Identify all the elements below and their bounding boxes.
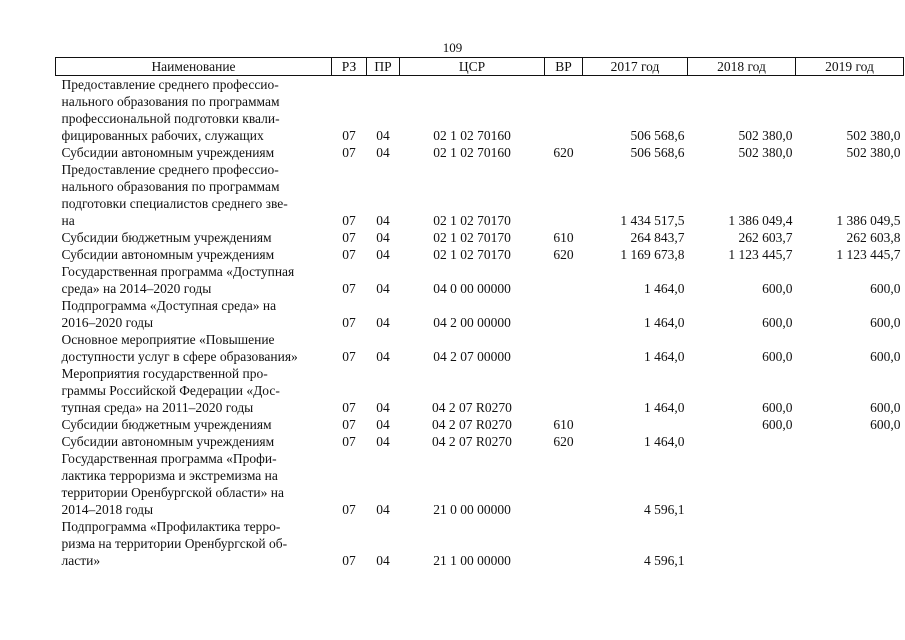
table-row <box>56 365 904 416</box>
cell-csr: 04 2 00 00000 <box>433 315 511 330</box>
cell-vr <box>545 161 583 229</box>
cell-pr: 04 <box>376 145 390 160</box>
cell-csr: 04 2 07 R0270 <box>432 417 512 432</box>
table-row <box>56 416 904 433</box>
cell-2017: 1 434 517,5 <box>620 213 685 228</box>
cell-vr: 620 <box>553 145 574 160</box>
cell-2019 <box>796 450 904 518</box>
cell-2019: 262 603,8 <box>846 230 901 245</box>
cell-name-line: Субсидии автономным учреждениям <box>61 247 275 262</box>
header-pr: ПР <box>367 58 400 76</box>
cell-name-line: профессиональной подготовки квали- <box>61 111 280 126</box>
cell-csr: 02 1 02 70170 <box>433 213 511 228</box>
cell-2018: 600,0 <box>762 400 793 415</box>
cell-csr: 04 2 07 R0270 <box>432 400 512 415</box>
cell-vr <box>545 365 583 416</box>
cell-pr: 04 <box>376 400 390 415</box>
cell-name-line: подготовки специалистов среднего зве- <box>61 196 288 211</box>
cell-pr: 04 <box>376 213 390 228</box>
cell-csr: 02 1 02 70170 <box>433 230 511 245</box>
cell-rz: 07 <box>342 145 356 160</box>
cell-name <box>56 144 332 161</box>
cell-vr: 620 <box>553 247 574 262</box>
cell-vr <box>545 518 583 569</box>
cell-rz: 07 <box>342 417 356 432</box>
cell-2017 <box>583 416 688 433</box>
cell-name-line: Субсидии автономным учреждениям <box>61 434 275 449</box>
cell-pr: 04 <box>376 553 390 568</box>
cell-2018 <box>688 450 796 518</box>
cell-2018: 502 380,0 <box>738 128 793 143</box>
header-rz: РЗ <box>332 58 367 76</box>
cell-2019: 1 386 049,5 <box>836 213 901 228</box>
cell-name <box>56 331 332 365</box>
cell-name-line: среда» на 2014–2020 годы <box>61 281 212 296</box>
cell-2018: 1 386 049,4 <box>728 213 793 228</box>
cell-2017: 506 568,6 <box>630 128 685 143</box>
cell-2018: 600,0 <box>762 349 793 364</box>
table-row <box>56 450 904 518</box>
cell-2019: 502 380,0 <box>846 128 901 143</box>
cell-2019: 502 380,0 <box>846 145 901 160</box>
cell-name <box>56 246 332 263</box>
cell-rz: 07 <box>342 281 356 296</box>
cell-2019: 1 123 445,7 <box>836 247 901 262</box>
cell-vr <box>545 450 583 518</box>
cell-name-line: лактика терроризма и экстремизма на <box>61 468 278 483</box>
cell-name-line: ласти» <box>61 553 101 568</box>
header-vr: ВР <box>545 58 583 76</box>
table-row <box>56 518 904 569</box>
cell-2019 <box>796 433 904 450</box>
cell-name-line: ризма на территории Оренбургской об- <box>61 536 288 551</box>
table-body <box>56 76 904 570</box>
cell-2019: 600,0 <box>870 315 901 330</box>
cell-name-line: нального образования по программам <box>61 94 280 109</box>
cell-name-line: Предоставление среднего профессио- <box>61 77 279 92</box>
cell-2017: 1 464,0 <box>644 349 685 364</box>
cell-2017: 264 843,7 <box>630 230 685 245</box>
table-row <box>56 161 904 229</box>
cell-name-line: Субсидии бюджетным учреждениям <box>61 230 272 245</box>
cell-rz: 07 <box>342 502 356 517</box>
cell-name <box>56 518 332 569</box>
cell-rz: 07 <box>342 315 356 330</box>
header-2019: 2019 год <box>796 58 904 76</box>
cell-2019 <box>796 518 904 569</box>
cell-name-line: граммы Российской Федерации «Дос- <box>61 383 280 398</box>
cell-2017: 1 464,0 <box>644 315 685 330</box>
cell-name-line: Подпрограмма «Доступная среда» на <box>61 298 277 313</box>
cell-vr <box>545 263 583 297</box>
cell-name-line: Подпрограмма «Профилактика терро- <box>61 519 281 534</box>
cell-rz: 07 <box>342 247 356 262</box>
cell-name-line: Субсидии бюджетным учреждениям <box>61 417 272 432</box>
cell-name-line: Мероприятия государственной про- <box>61 366 268 381</box>
cell-csr: 02 1 02 70170 <box>433 247 511 262</box>
cell-name <box>56 365 332 416</box>
header-csr: ЦСР <box>400 58 545 76</box>
cell-name-line: Государственная программа «Профи- <box>61 451 277 466</box>
cell-vr <box>545 331 583 365</box>
cell-csr: 04 2 07 00000 <box>433 349 511 364</box>
table-row <box>56 433 904 450</box>
cell-vr: 620 <box>553 434 574 449</box>
cell-csr: 04 0 00 00000 <box>433 281 511 296</box>
cell-2019: 600,0 <box>870 349 901 364</box>
cell-csr: 02 1 02 70160 <box>433 145 511 160</box>
cell-2017: 1 464,0 <box>644 400 685 415</box>
cell-name <box>56 263 332 297</box>
cell-2018: 600,0 <box>762 281 793 296</box>
cell-vr: 610 <box>553 417 574 432</box>
cell-2017: 4 596,1 <box>644 553 685 568</box>
cell-vr <box>545 76 583 145</box>
cell-2017: 506 568,6 <box>630 145 685 160</box>
cell-name <box>56 450 332 518</box>
cell-name <box>56 416 332 433</box>
cell-2018: 600,0 <box>762 315 793 330</box>
cell-2017: 1 169 673,8 <box>620 247 685 262</box>
cell-2018 <box>688 433 796 450</box>
cell-2019: 600,0 <box>870 400 901 415</box>
cell-name-line: фицированных рабочих, служащих <box>61 128 264 143</box>
cell-name-line: тупная среда» на 2011–2020 годы <box>61 400 254 415</box>
cell-name-line: Основное мероприятие «Повышение <box>61 332 275 347</box>
table-row <box>56 263 904 297</box>
cell-csr: 21 0 00 00000 <box>433 502 511 517</box>
cell-name <box>56 76 332 145</box>
cell-rz: 07 <box>342 349 356 364</box>
cell-rz: 07 <box>342 400 356 415</box>
cell-csr: 02 1 02 70160 <box>433 128 511 143</box>
cell-name <box>56 433 332 450</box>
cell-rz: 07 <box>342 213 356 228</box>
header-2018: 2018 год <box>688 58 796 76</box>
cell-name-line: территории Оренбургской области» на <box>61 485 284 500</box>
cell-vr <box>545 297 583 331</box>
cell-pr: 04 <box>376 349 390 364</box>
cell-pr: 04 <box>376 434 390 449</box>
cell-pr: 04 <box>376 417 390 432</box>
table-row <box>56 229 904 246</box>
cell-name-line: Субсидии автономным учреждениям <box>61 145 275 160</box>
table-row <box>56 144 904 161</box>
header-2017: 2017 год <box>583 58 688 76</box>
cell-name-line: Государственная программа «Доступная <box>61 264 295 279</box>
cell-pr: 04 <box>376 247 390 262</box>
cell-2018: 262 603,7 <box>738 230 793 245</box>
cell-pr: 04 <box>376 230 390 245</box>
table-row <box>56 331 904 365</box>
cell-2018: 502 380,0 <box>738 145 793 160</box>
page-number: 109 <box>442 40 463 55</box>
cell-rz: 07 <box>342 553 356 568</box>
cell-name-line: 2014–2018 годы <box>61 502 154 517</box>
cell-csr: 21 1 00 00000 <box>433 553 511 568</box>
table-header <box>56 58 904 76</box>
table-row <box>56 76 904 145</box>
cell-name-line: 2016–2020 годы <box>61 315 154 330</box>
cell-csr: 04 2 07 R0270 <box>432 434 512 449</box>
header-name: Наименование <box>56 58 332 76</box>
budget-table <box>55 57 904 569</box>
cell-name-line: на <box>61 213 75 228</box>
table-row <box>56 297 904 331</box>
cell-2019: 600,0 <box>870 281 901 296</box>
cell-name <box>56 297 332 331</box>
cell-name <box>56 161 332 229</box>
cell-2019: 600,0 <box>870 417 901 432</box>
cell-pr: 04 <box>376 315 390 330</box>
cell-name-line: доступности услуг в сфере образования» <box>61 349 298 364</box>
cell-vr: 610 <box>553 230 574 245</box>
cell-rz: 07 <box>342 434 356 449</box>
cell-2017: 4 596,1 <box>644 502 685 517</box>
cell-pr: 04 <box>376 128 390 143</box>
cell-rz: 07 <box>342 230 356 245</box>
cell-2018 <box>688 518 796 569</box>
table-row <box>56 246 904 263</box>
cell-pr: 04 <box>376 281 390 296</box>
cell-2017: 1 464,0 <box>644 434 685 449</box>
cell-name <box>56 229 332 246</box>
cell-pr: 04 <box>376 502 390 517</box>
cell-2018: 600,0 <box>762 417 793 432</box>
cell-2017: 1 464,0 <box>644 281 685 296</box>
cell-name-line: нального образования по программам <box>61 179 280 194</box>
cell-2018: 1 123 445,7 <box>728 247 793 262</box>
cell-name-line: Предоставление среднего профессио- <box>61 162 279 177</box>
cell-rz: 07 <box>342 128 356 143</box>
